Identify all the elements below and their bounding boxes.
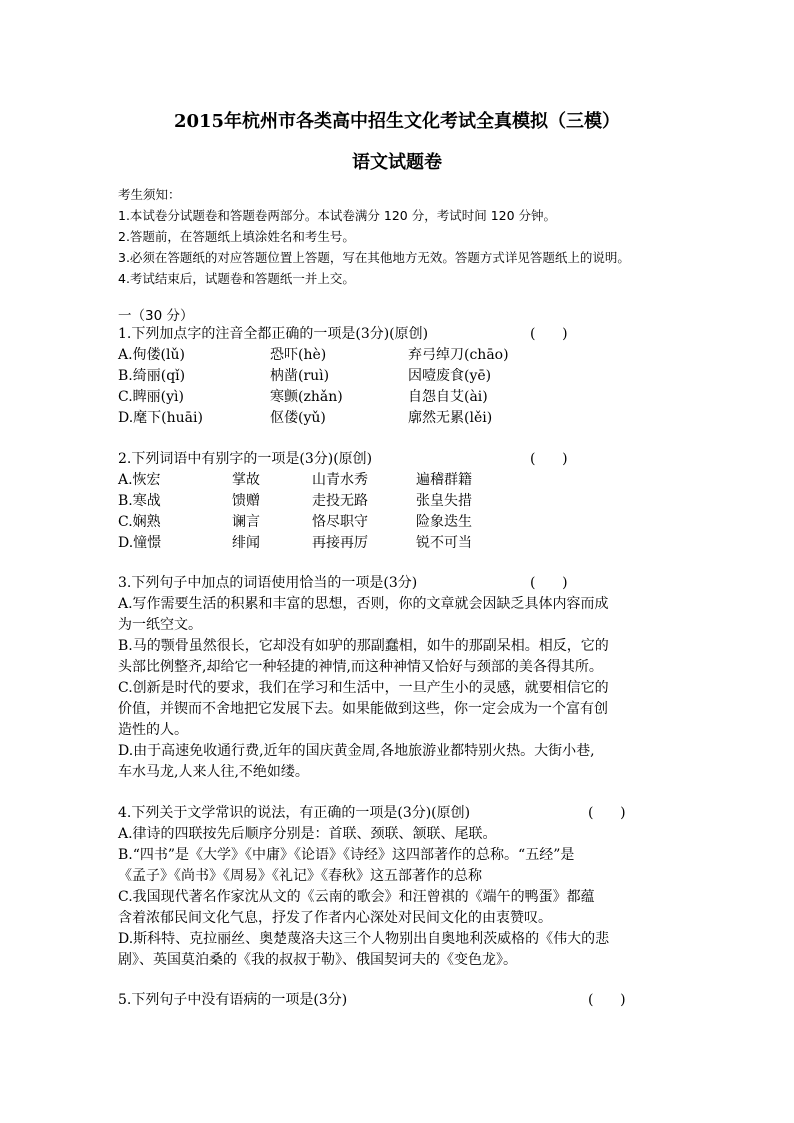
option-line: C.创新是时代的要求，我们在学习和生活中，一旦产生小的灵感，就要相信它的: [118, 680, 609, 696]
option-grid: [118, 470, 688, 554]
option-row: [118, 366, 688, 387]
option-cell: B.绮丽(qǐ): [118, 368, 186, 384]
option-cell: A.佝偻(lǔ): [118, 347, 185, 363]
candidate-notice: [118, 184, 630, 289]
option-cell: 恐吓(hè): [270, 347, 327, 363]
option-line: D.由于高速免收通行费,近年的国庆黄金周,各地旅游业都特别火热。大街小巷,: [118, 743, 595, 759]
option-row: [118, 387, 688, 408]
option-line: 为一纸空文。: [118, 617, 202, 633]
option-cell: 自怨自艾(ài): [408, 389, 488, 405]
option-line: 车水马龙,人来人往,不绝如缕。: [118, 764, 309, 780]
option-line: 价值，并锲而不舍地把它发展下去。如果能做到这些，你一定会成为一个富有创: [118, 701, 608, 717]
option-line: B.马的颚骨虽然很长，它却没有如驴的那副蠢相，如牛的那副呆相。相反，它的: [118, 638, 609, 654]
option-cell: 再接再厉: [312, 535, 368, 551]
option-cell: 因噎废食(yē): [408, 368, 492, 384]
option-cell: B.寒战: [118, 493, 161, 509]
option-grid: [118, 345, 688, 429]
option-row: [118, 533, 688, 554]
option-cell: 弃弓绰刀(chāo): [408, 347, 509, 363]
option-line: 剧》、英国莫泊桑的《我的叔叔于勒》、俄国契诃夫的《变色龙》。: [118, 952, 517, 968]
option-line: C.我国现代著名作家沈从文的《云南的歌会》和汪曾祺的《端午的鸭蛋》都蕴: [118, 889, 595, 905]
question-stem: 4.下列关于文学常识的说法，有正确的一项是(3分)(原创): [118, 805, 471, 821]
notice-heading: 考生须知：: [118, 187, 181, 202]
option-row: [118, 345, 688, 366]
question-3: [118, 573, 688, 783]
option-line: A.律诗的四联按先后顺序分别是：首联、颈联、颔联、尾联。: [118, 826, 497, 842]
option-cell: 遍稽群籍: [416, 472, 472, 488]
option-cell: 谰言: [232, 514, 260, 530]
notice-item: 2.答题前，在答题纸上填涂姓名和考生号。: [118, 229, 355, 244]
page-subtitle: 语文试题卷: [352, 152, 442, 173]
option-cell: 张皇失措: [416, 493, 472, 509]
question-stem: 3.下列句子中加点的词语使用恰当的一项是(3分): [118, 575, 418, 591]
option-line: 《孟子》《尚书》《周易》《礼记》《春秋》这五部著作的总称: [118, 868, 482, 884]
option-cell: C.娴熟: [118, 514, 161, 530]
option-cell: 恪尽职守: [312, 514, 368, 530]
option-line: 含着浓郁民间文化气息，抒发了作者内心深处对民间文化的由衷赞叹。: [118, 910, 552, 926]
answer-blank: ( ): [588, 992, 626, 1008]
option-cell: 掌故: [232, 472, 260, 488]
option-cell: C.睥丽(yì): [118, 389, 184, 405]
option-line: B.“四书”是《大学》《中庸》《论语》《诗经》这四部著作的总称。“五经”是: [118, 847, 575, 863]
question-4: [118, 803, 688, 971]
question-options: [118, 824, 688, 971]
section-heading: 一（30 分）: [118, 308, 194, 324]
option-cell: 绯闻: [232, 535, 260, 551]
question-1: [118, 324, 688, 429]
option-line: A.写作需要生活的积累和丰富的思想，否则，你的文章就会因缺乏具体内容而成: [118, 596, 609, 612]
option-cell: D.憧憬: [118, 535, 162, 551]
option-cell: 险象迭生: [416, 514, 472, 530]
option-row: [118, 470, 688, 491]
option-row: [118, 491, 688, 512]
option-cell: 锐不可当: [416, 535, 472, 551]
notice-item: 4.考试结束后，试题卷和答题纸一并上交。: [118, 271, 355, 286]
option-line: D.斯科特、克拉丽丝、奥楚蔑洛夫这三个人物别出自奥地利茨威格的《伟大的悲: [118, 931, 610, 947]
option-cell: 伛偻(yǔ): [270, 410, 326, 426]
option-cell: 馈赠: [232, 493, 260, 509]
answer-blank: ( ): [588, 805, 626, 821]
answer-blank: ( ): [530, 575, 568, 591]
option-cell: A.恢宏: [118, 472, 161, 488]
option-cell: 山青水秀: [312, 472, 368, 488]
option-cell: 廓然无累(lěi): [408, 410, 493, 426]
option-line: 头部比例整齐,却给它一种轻捷的神情,而这种神情又恰好与颈部的美各得其所。: [118, 659, 603, 675]
option-cell: 寒颤(zhǎn): [270, 389, 343, 405]
page-title: 2015年杭州市各类高中招生文化考试全真模拟（三模）: [173, 111, 621, 132]
option-cell: 走投无路: [312, 493, 368, 509]
option-row: [118, 408, 688, 429]
question-5: [118, 990, 688, 1011]
option-line: 造性的人。: [118, 722, 188, 738]
notice-item: 1.本试卷分试题卷和答题卷两部分。本试卷满分 120 分，考试时间 120 分钟。: [118, 208, 557, 223]
question-options: [118, 594, 688, 783]
question-2: [118, 449, 688, 554]
question-stem: 2.下列词语中有别字的一项是(3分)(原创): [118, 451, 373, 467]
question-stem: 5.下列句子中没有语病的一项是(3分): [118, 992, 348, 1008]
notice-item: 3.必须在答题纸的对应答题位置上答题，写在其他地方无效。答题方式详见答题纸上的说明。: [118, 250, 630, 265]
answer-blank: ( ): [530, 451, 568, 467]
question-stem: 1.下列加点字的注音全都正确的一项是(3分)(原创): [118, 326, 429, 342]
answer-blank: ( ): [530, 326, 568, 342]
option-row: [118, 512, 688, 533]
option-cell: D.麾下(huāi): [118, 410, 203, 426]
option-cell: 枘凿(ruì): [270, 368, 330, 384]
